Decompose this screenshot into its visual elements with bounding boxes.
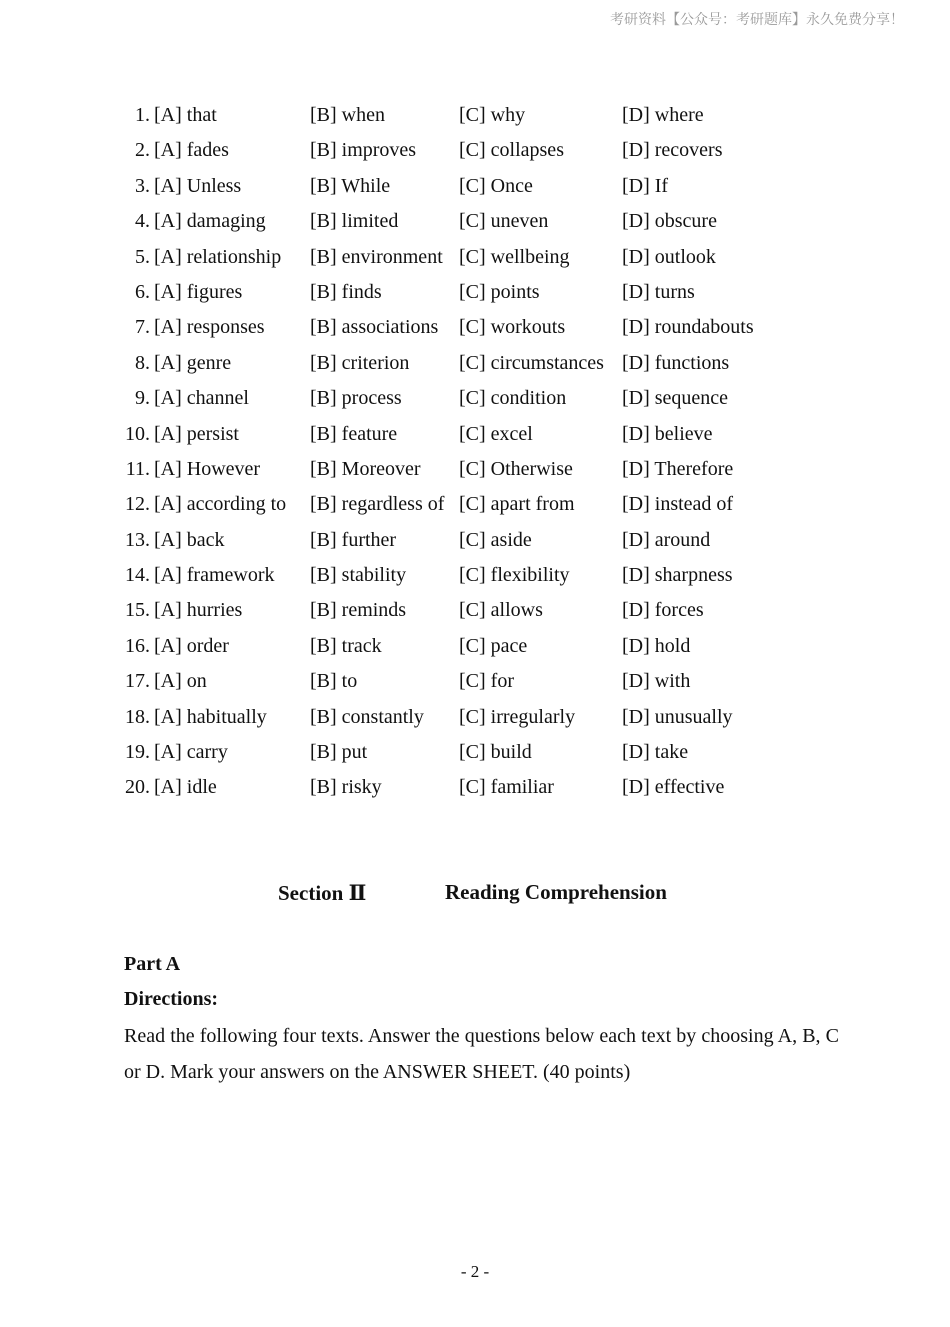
option-d: [D] outlook <box>622 245 716 268</box>
option-b: [B] further <box>310 528 397 551</box>
part-label: Part A <box>124 953 181 975</box>
option-a: [A] hurries <box>154 599 243 622</box>
option-d: [D] believe <box>622 422 713 445</box>
option-d: [D] obscure <box>622 210 717 233</box>
question-number: 6. <box>135 280 150 303</box>
question-number: 18. <box>125 705 150 728</box>
option-b: [B] reminds <box>310 599 407 622</box>
option-c: [C] circumstances <box>459 351 604 374</box>
cloze-options-list <box>0 98 950 806</box>
option-d: [D] Therefore <box>622 457 734 480</box>
option-d: [D] sequence <box>622 387 729 410</box>
question-number: 20. <box>125 776 150 799</box>
option-d: [D] turns <box>622 280 695 303</box>
question-row <box>0 204 950 239</box>
option-a: [A] framework <box>154 564 275 587</box>
option-c: [C] workouts <box>459 316 566 339</box>
option-c: [C] irregularly <box>459 705 576 728</box>
option-c: [C] why <box>459 104 526 126</box>
option-d: [D] where <box>622 104 704 126</box>
watermark-text: 考研资料【公众号：考研题库】永久免费分享！ <box>610 12 904 28</box>
question-number: 2. <box>135 139 150 162</box>
question-row <box>0 700 950 735</box>
option-c: [C] familiar <box>459 776 554 799</box>
option-d: [D] hold <box>622 634 691 657</box>
option-c: [C] uneven <box>459 210 549 233</box>
question-number: 11. <box>125 457 150 480</box>
option-c: [C] pace <box>459 634 528 657</box>
option-a: [A] However <box>154 457 261 480</box>
question-row <box>0 735 950 770</box>
question-number: 12. <box>125 493 150 516</box>
option-c: [C] allows <box>459 599 543 622</box>
option-d: [D] functions <box>622 351 730 374</box>
directions-text: Read the following four texts. Answer the questions below each text by choosing A, B, C or D. Mark your answers on the ANSWER SHEET. (40 points) <box>124 1025 839 1083</box>
option-b: [B] risky <box>310 776 382 799</box>
section-title: Reading Comprehension <box>445 880 667 904</box>
option-d: [D] recovers <box>622 139 723 162</box>
option-b: [B] feature <box>310 422 398 445</box>
option-a: [A] persist <box>154 422 239 445</box>
option-a: [A] channel <box>154 387 249 410</box>
option-c: [C] Once <box>459 174 533 197</box>
option-a: [A] back <box>154 528 225 551</box>
option-a: [A] carry <box>154 741 228 764</box>
question-number: 17. <box>125 670 150 693</box>
option-a: [A] that <box>154 104 217 126</box>
question-row <box>0 133 950 168</box>
question-number: 9. <box>135 387 150 410</box>
question-row <box>0 417 950 452</box>
option-c: [C] Otherwise <box>459 457 573 480</box>
option-b: [B] Moreover <box>310 457 421 480</box>
option-a: [A] Unless <box>154 174 242 197</box>
question-row <box>0 346 950 381</box>
question-row <box>0 487 950 522</box>
question-row <box>0 770 950 805</box>
option-d: [D] roundabouts <box>622 316 754 339</box>
question-row <box>0 240 950 275</box>
option-b: [B] finds <box>310 280 382 303</box>
option-a: [A] idle <box>154 776 217 799</box>
option-d: [D] sharpness <box>622 564 733 587</box>
question-number: 10. <box>125 422 150 445</box>
question-number: 15. <box>125 599 150 622</box>
option-d: [D] effective <box>622 776 725 799</box>
option-a: [A] on <box>154 670 207 693</box>
option-a: [A] genre <box>154 351 232 374</box>
question-row <box>0 169 950 204</box>
option-b: [B] process <box>310 387 402 410</box>
question-row <box>0 593 950 628</box>
option-c: [C] excel <box>459 422 533 445</box>
option-d: [D] forces <box>622 599 704 622</box>
option-c: [C] condition <box>459 387 567 410</box>
option-a: [A] habitually <box>154 705 267 728</box>
page-number: - 2 - <box>460 1262 490 1281</box>
question-row <box>0 558 950 593</box>
option-b: [B] stability <box>310 564 407 587</box>
option-b: [B] when <box>310 104 385 126</box>
option-b: [B] improves <box>310 139 417 162</box>
question-row <box>0 310 950 345</box>
option-c: [C] flexibility <box>459 564 570 587</box>
option-b: [B] environment <box>310 245 443 268</box>
question-number: 7. <box>135 316 150 339</box>
option-c: [C] build <box>459 741 532 764</box>
option-a: [A] responses <box>154 316 265 339</box>
question-row <box>0 381 950 416</box>
option-a: [A] relationship <box>154 245 282 268</box>
question-number: 13. <box>125 528 150 551</box>
option-c: [C] aside <box>459 528 532 551</box>
question-number: 1. <box>135 104 150 126</box>
question-row <box>0 629 950 664</box>
option-d: [D] take <box>622 741 689 764</box>
question-row <box>0 664 950 699</box>
option-a: [A] figures <box>154 280 243 303</box>
directions-label: Directions: <box>124 988 219 1010</box>
option-a: [A] fades <box>154 139 229 162</box>
option-b: [B] regardless of <box>310 493 445 516</box>
option-c: [C] wellbeing <box>459 245 570 268</box>
option-d: [D] If <box>622 174 669 197</box>
section-label: Section Ⅱ <box>278 881 367 905</box>
section-heading <box>0 880 950 910</box>
option-b: [B] limited <box>310 210 399 233</box>
question-number: 16. <box>125 634 150 657</box>
question-row <box>0 523 950 558</box>
option-c: [C] collapses <box>459 139 564 162</box>
option-c: [C] points <box>459 280 540 303</box>
option-b: [B] constantly <box>310 705 424 728</box>
option-d: [D] instead of <box>622 493 734 516</box>
option-c: [C] apart from <box>459 493 575 516</box>
option-b: [B] While <box>310 174 391 197</box>
question-number: 19. <box>125 741 150 764</box>
option-a: [A] damaging <box>154 210 266 233</box>
question-number: 5. <box>135 245 150 268</box>
question-number: 8. <box>135 351 150 374</box>
option-d: [D] around <box>622 528 711 551</box>
question-row <box>0 275 950 310</box>
question-number: 4. <box>135 210 150 233</box>
question-row <box>0 98 950 133</box>
option-b: [B] criterion <box>310 351 410 374</box>
option-b: [B] to <box>310 670 358 693</box>
question-number: 14. <box>125 564 150 587</box>
option-a: [A] according to <box>154 493 287 516</box>
option-b: [B] track <box>310 634 382 657</box>
option-d: [D] with <box>622 670 691 693</box>
option-c: [C] for <box>459 670 514 693</box>
question-row <box>0 452 950 487</box>
option-b: [B] put <box>310 741 368 764</box>
option-b: [B] associations <box>310 316 439 339</box>
option-d: [D] unusually <box>622 705 733 728</box>
question-number: 3. <box>135 174 150 197</box>
option-a: [A] order <box>154 634 229 657</box>
